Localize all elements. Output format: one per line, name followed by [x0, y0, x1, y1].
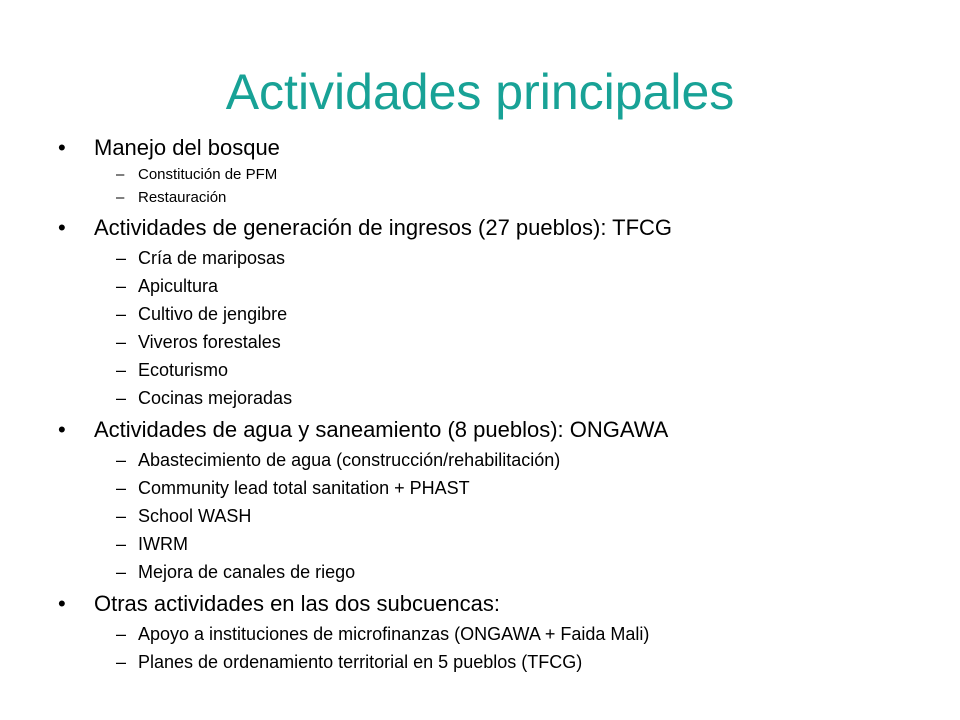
dash-icon: –: [116, 506, 127, 526]
sub-item-text: Ecoturismo: [138, 360, 229, 380]
sub-item: [58, 532, 938, 556]
sub-item: [58, 165, 938, 185]
sub-item-text: Community lead total sanitation + PHAST: [138, 478, 470, 498]
sub-item: [58, 504, 938, 528]
sub-item-text: Abastecimiento de agua (construcción/rehabilitación): [138, 450, 561, 470]
bullet-item-agua-saneamiento: [58, 416, 938, 444]
dash-icon: –: [116, 360, 127, 380]
bullet-text: Manejo del bosque: [94, 135, 280, 160]
sub-item: [58, 650, 938, 674]
dash-icon: –: [116, 652, 127, 672]
sub-item-text: Mejora de canales de riego: [138, 562, 356, 582]
sub-item: [58, 622, 938, 646]
dash-icon: –: [116, 562, 127, 582]
dash-icon: –: [116, 166, 125, 183]
sub-item: [58, 476, 938, 500]
sub-item: [58, 330, 938, 354]
bullet-item-otras-actividades: [58, 590, 938, 618]
slide-title: Actividades principales: [225, 64, 735, 120]
dash-icon: –: [116, 624, 127, 644]
sub-item-text: Viveros forestales: [138, 332, 281, 352]
dash-icon: –: [116, 189, 125, 206]
bullet-icon: •: [58, 215, 66, 240]
bullet-item-ingresos: [58, 214, 938, 242]
dash-icon: –: [116, 388, 127, 408]
sub-item-text: Cultivo de jengibre: [138, 304, 288, 324]
dash-icon: –: [116, 304, 127, 324]
dash-icon: –: [116, 276, 127, 296]
sub-item-text: IWRM: [138, 534, 188, 554]
dash-icon: –: [116, 248, 127, 268]
sub-item-text: School WASH: [138, 506, 252, 526]
sub-item: [58, 386, 938, 410]
sub-item-text: Constitución de PFM: [138, 166, 278, 183]
bullet-text: Otras actividades en las dos subcuencas:: [94, 591, 501, 616]
sub-item: [58, 448, 938, 472]
dash-icon: –: [116, 478, 127, 498]
bullet-icon: •: [58, 591, 66, 616]
sub-item-text: Apoyo a instituciones de microfinanzas (ONGAWA + Faida Mali): [138, 624, 650, 644]
sub-item-text: Apicultura: [138, 276, 219, 296]
bullet-text: Actividades de generación de ingresos (27 pueblos): TFCG: [94, 215, 673, 240]
dash-icon: –: [116, 332, 127, 352]
sub-item: [58, 246, 938, 270]
sub-item: [58, 302, 938, 326]
sub-item: [58, 274, 938, 298]
sub-item: [58, 560, 938, 584]
bullet-item-manejo-del-bosque: [58, 134, 938, 162]
sub-item-text: Cocinas mejoradas: [138, 388, 293, 408]
bullet-icon: •: [58, 417, 66, 442]
sub-item: [58, 188, 938, 208]
bullet-list: [58, 134, 938, 674]
sub-item-text: Restauración: [138, 189, 227, 206]
sub-item-text: Planes de ordenamiento territorial en 5 pueblos (TFCG): [138, 652, 583, 672]
bullet-text: Actividades de agua y saneamiento (8 pueblos): ONGAWA: [94, 417, 669, 442]
dash-icon: –: [116, 534, 127, 554]
sub-item: [58, 358, 938, 382]
bullet-icon: •: [58, 135, 66, 160]
sub-item-text: Cría de mariposas: [138, 248, 286, 268]
dash-icon: –: [116, 450, 127, 470]
